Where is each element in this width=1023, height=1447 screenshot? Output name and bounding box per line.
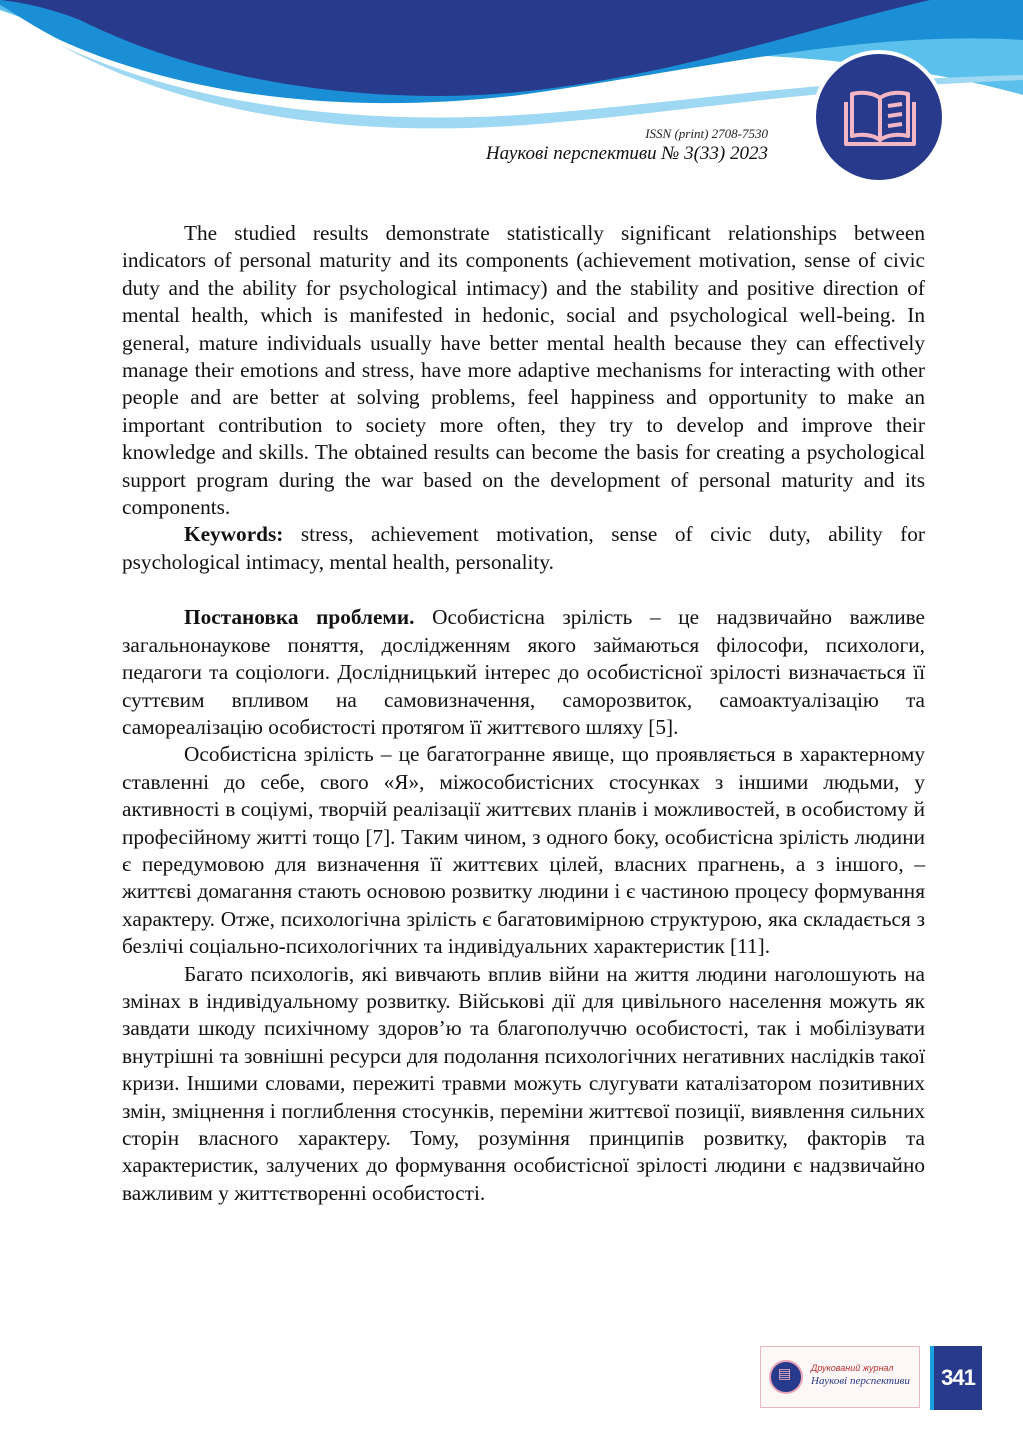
paragraph-3: Багато психологів, які вивчають вплив війни на життя людини наголошують на змінах в індивідуальному розвитку. Військові дії для цивільного населення можуть як завдати шкоду психічному здоров’ю та благополуччю особистості, так і мобілізувати внутрішні та зовнішні ресурси для подолання психологічних негативних наслідків такої кризи. Іншими словами, пережиті травми можуть слугувати каталізатором позитивних змін, зміцнення і поглиблення стосунків, переміни життєвої позиції, виявлення сильних сторін власного характеру. Тому, розуміння принципів розвитку, факторів та характеристик, залучених до формування особистісної зрілості людини є надзвичайно важливим у життєтворенні особистості. xyxy=(122,961,925,1205)
issn: ISSN (print) 2708-7530 xyxy=(645,126,768,141)
paragraph-2: Особистісна зрілість – це багатогранне явище, що проявляється в характерному ставленні до себе, свого «Я», міжособистісних стосунках з іншими людьми, у активності в соціумі, творчій реалізації життєвих планів і можливостей, в особистому й професійному житті тощо [7]. Таким чином, з одного боку, особистісна зрілість людини є передумовою для визначення її життєвих цілей, власних прагнень, а з іншого, – життєві домагання стають основою розвитку людини і є частиною процесу формування характеру. Отже, психологічна зрілість є багатовимірною структурою, яка складається з безлічі соціально-психологічних та індивідуальних характеристик [11]. xyxy=(122,742,925,959)
journal-title: Наукові перспективи № 3(33) 2023 xyxy=(485,143,768,164)
keywords-text: stress, achievement motivation, sense of civic duty, ability for psychological intimacy, mental health, personality. xyxy=(122,522,925,574)
keywords-paragraph xyxy=(122,521,925,576)
footer-journal-logo xyxy=(760,1346,920,1408)
footer-logo-title: Наукові перспективи xyxy=(811,1375,910,1387)
abstract-paragraph: The studied results demonstrate statistically significant relationships between indicators of personal maturity and its components (achievement motivation, sense of civic duty and the ability for psychological intimacy) and the stability and positive direction of mental health, which is manifested in hedonic, social and psychological well-being. In general, mature individuals usually have better mental health because they can effectively manage their emotions and stress, have more adaptive mechanisms for interacting with other people and are better at solving problems, feel happiness and opportunity to make an important contribution to society more often, they try to develop and improve their knowledge and skills. The obtained results can become the basis for creating a psychological support program during the war based on the development of personal maturity and its components. xyxy=(122,221,925,520)
problem-text: Особистісна зрілість – це надзвичайно важливе загальнонаукове поняття, дослідженням якого займаються філософи, психологи, педагоги та соціологи. Дослідницький інтерес до особистісної зрілості визначається її суттєвим впливом на самовизначення, саморозвиток, самоактуалізацію та самореалізацію особистості протягом її життєвого шляху [5]. xyxy=(122,605,925,739)
problem-paragraph xyxy=(122,604,925,741)
mini-book-icon: ▤ xyxy=(769,1360,803,1394)
journal-logo xyxy=(812,50,946,184)
journal-header xyxy=(486,126,768,166)
open-book-icon xyxy=(844,84,916,150)
page-number: 341 xyxy=(930,1346,982,1410)
footer-logo-subtitle: Друкований журнал xyxy=(811,1363,894,1373)
problem-label: Постановка проблеми. xyxy=(184,605,415,630)
keywords-label: Keywords: xyxy=(184,522,284,547)
article-body xyxy=(122,220,925,1207)
